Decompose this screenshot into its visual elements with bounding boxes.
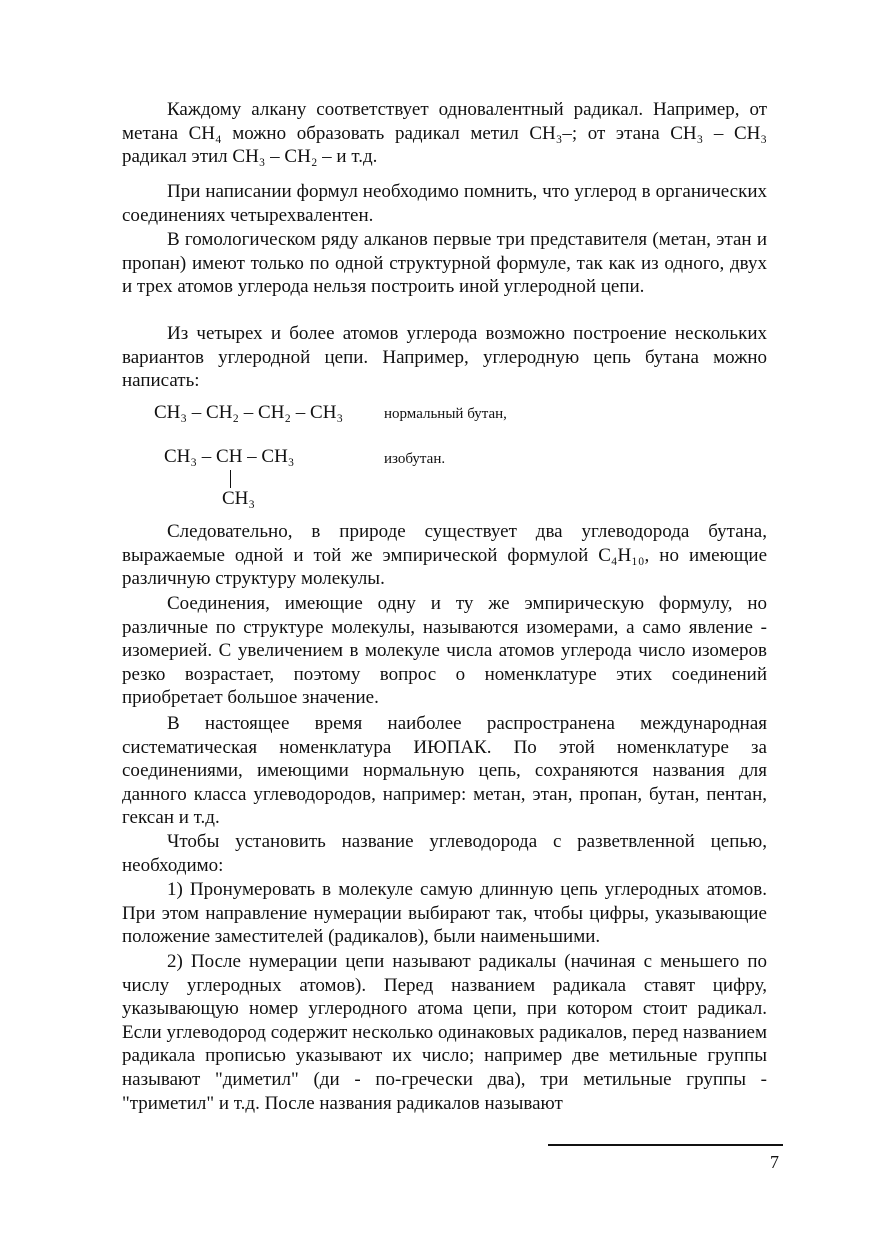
- footer-rule: [548, 1144, 783, 1146]
- paragraph-first-line: Следовательно, в природе существует два углеводорода бутана,: [167, 521, 767, 542]
- paragraph-first-line: 2) После нумерации цепи называют радикалы (начиная с меньшего: [167, 951, 740, 972]
- paragraph-body: нескольких вариантов углеродной цепи. Например, углеродную цепь бутана можно написать:: [122, 323, 767, 392]
- paragraph-body: выражаемые одной и той же эмпирической формулой C₄H₁₀, но имеющие различную структуру молекулы.: [122, 544, 767, 590]
- paragraph-first-line: В настоящее время наиболее распространена международная: [167, 713, 767, 734]
- isobutane-branch-bond: [230, 470, 231, 488]
- paragraph-first-line: Соединения, имеющие одну и ту же эмпирическую формулу, но: [167, 593, 767, 614]
- isobutane-label: изобутан.: [384, 451, 446, 467]
- paragraph-chain-variants: [122, 322, 767, 393]
- paragraph-radical: [122, 98, 767, 169]
- page-number: 7: [770, 1152, 779, 1172]
- paragraph-first-line: Каждому алкану соответствует одновалентный радикал. Например,: [167, 99, 740, 120]
- paragraph-body: этан и пропан) имеют только по одной структурной формуле, так как из одного, двух и трех атомов углерода нельзя построить иной углеродной цепи.: [122, 229, 767, 298]
- isobutane-branch: CH₃: [222, 488, 256, 509]
- paragraph-body: органических соединениях четырехвалентен.: [122, 181, 767, 226]
- paragraph-step-2: [122, 950, 767, 1115]
- paragraph-tetravalent: [122, 180, 767, 227]
- normal-butane-formula: CH₃ – CH₂ – CH₂ – CH₃: [154, 402, 344, 423]
- isobutane-formula: CH₃ – CH – CH₃: [164, 446, 295, 467]
- paragraph-body: по числу углеродных атомов). Перед названием радикала ставят цифру, указывающую номер углеродного атома цепи, при котором стоит радикал. Если углеводород содержит несколько одинаковых радикалов, перед названием радикала прописью указывают их число; например две метильные группы называют "диметил" (ди - по-гречески два), три метильные группы - "триметил" и т.д. После названия радикалов называют: [122, 951, 767, 1114]
- normal-butane-label: нормальный бутан,: [384, 406, 507, 422]
- paragraph-naming-intro: [122, 830, 767, 877]
- paragraph-body: от метана CH₄ можно образовать радикал метил CH₃–; от этана CH₃ – CH₃ радикал этил CH₃ – CH₂ – и т.д.: [122, 99, 768, 168]
- paragraph-iupac: [122, 712, 767, 830]
- paragraph-isomers: [122, 592, 767, 710]
- paragraph-step-1: [122, 878, 767, 949]
- paragraph-first-line: В гомологическом ряду алканов первые три представителя (метан,: [167, 229, 712, 250]
- paragraph-body: различные по структуре молекулы, называются изомерами, а само явление - изомерией. С увеличением в молекуле числа атомов углерода число изомеров резко возрастает, поэтому вопрос о номенклатуре этих соединений приобретает большое значение.: [122, 616, 767, 709]
- paragraph-first-line: 1) Пронумеровать в молекуле самую длинную цепь углеродных: [167, 879, 700, 900]
- paragraph-body: необходимо:: [122, 854, 224, 876]
- paragraph-first-line: Из четырех и более атомов углерода возможно построение: [167, 323, 667, 344]
- paragraph-first-line: При написании формул необходимо помнить, что углерод в: [167, 181, 651, 202]
- paragraph-body: систематическая номенклатура ИЮПАК. По этой номенклатуре за соединениями, имеющими нормальную цепь, сохраняются названия для данного класса углеводородов, например: метан, этан, пропан, бутан, пентан, гексан и т.д.: [122, 736, 767, 829]
- paragraph-body: атомов. При этом направление нумерации выбирают так, чтобы цифры, указывающие положение заместителей (радикалов), были наименьшими.: [122, 879, 767, 948]
- paragraph-first-line: Чтобы установить название углеводорода с разветвленной цепью,: [167, 831, 767, 852]
- paragraph-two-butanes: [122, 520, 767, 591]
- paragraph-homologous: [122, 228, 767, 299]
